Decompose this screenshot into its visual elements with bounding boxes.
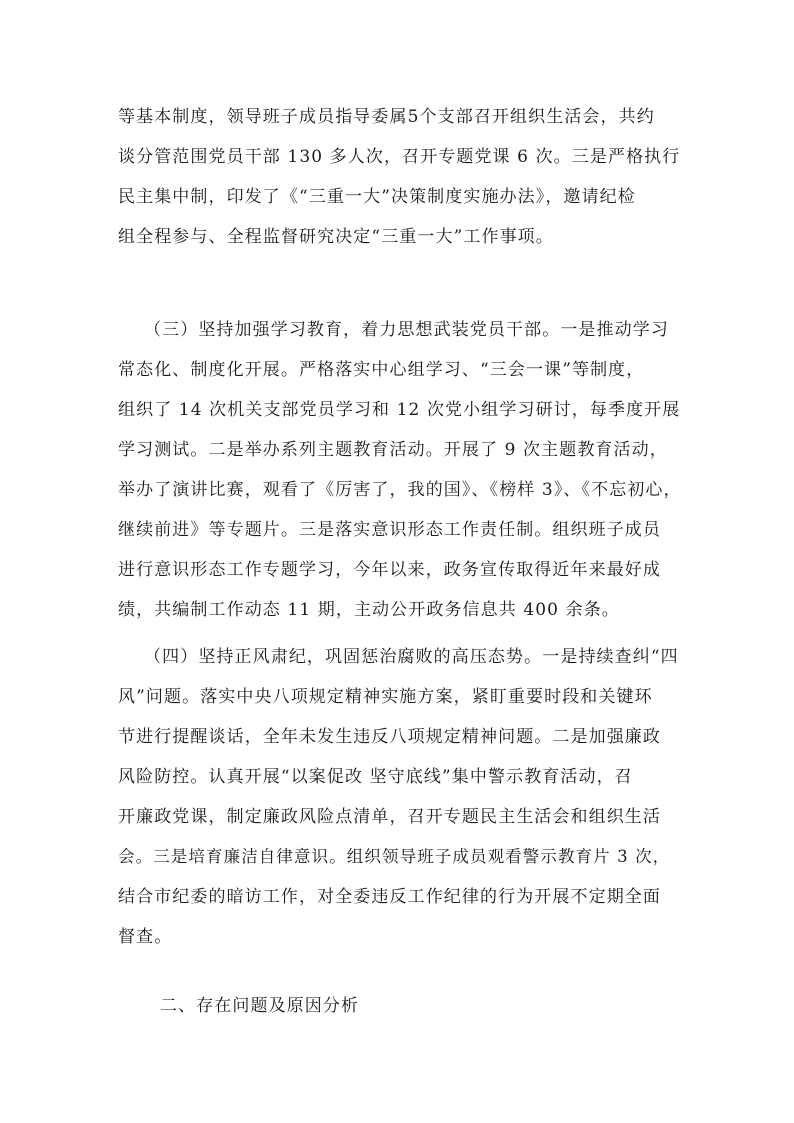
text-line: 学习测试。二是举办系列主题教育活动。开展了 9 次主题教育活动， <box>118 440 668 460</box>
text-line: 督查。 <box>118 927 173 947</box>
paragraph-study-education <box>118 310 684 630</box>
text-line: 谈分管范围党员干部 130 多人次，召开专题党课 6 次。三是严格执行 <box>118 147 681 167</box>
text-line: 等基本制度，领导班子成员指导委属5个支部召开组织生活会，共约 <box>118 107 655 127</box>
text-line: 结合市纪委的暗访工作，对全委违反工作纪律的行为开展不定期全面 <box>118 887 661 907</box>
text-line: 风险防控。认真开展“以案促改 坚守底线”集中警示教育活动，召 <box>118 767 633 787</box>
text-line: 继续前进》等专题片。三是落实意识形态工作责任制。组织班子成员 <box>118 520 661 540</box>
paragraph-discipline <box>118 637 684 957</box>
text-line: 开廉政党课，制定廉政风险点清单，召开专题民主生活会和组织生活 <box>118 807 661 827</box>
text-line: （三）坚持加强学习教育，着力思想武装党员干部。一是推动学习 <box>118 320 669 340</box>
text-line: 常态化、制度化开展。严格落实中心组学习、“三会一课”等制度， <box>118 360 645 380</box>
text-line: 风”问题。落实中央八项规定精神实施方案，紧盯重要时段和关键环 <box>118 687 653 707</box>
paragraph-basic-systems <box>118 97 684 257</box>
text-line: 举办了演讲比赛，观看了《厉害了，我的国》、《榜样 3》、《不忘初心， <box>118 480 682 500</box>
text-line: （四）坚持正风肃纪，巩固惩治腐败的高压态势。一是持续查纠“四 <box>118 647 679 667</box>
text-line: 会。三是培育廉洁自律意识。组织领导班子成员观看警示教育片 3 次， <box>118 847 671 866</box>
text-line: 进行意识形态工作专题学习，今年以来，政务宣传取得近年来最好成 <box>118 560 661 580</box>
text-line: 民主集中制，印发了《“三重一大”决策制度实施办法》，邀请纪检 <box>118 187 636 207</box>
text-line: 组织了 14 次机关支部党员学习和 12 次党小组学习研讨，每季度开展 <box>118 400 681 420</box>
text-line: 绩，共编制工作动态 11 期，主动公开政务信息共 400 余条。 <box>118 600 620 620</box>
text-line: 组全程参与、全程监督研究决定“三重一大”工作事项。 <box>118 227 554 247</box>
section-heading: 二、存在问题及原因分析 <box>160 996 360 1016</box>
text-line: 节进行提醒谈话，全年未发生违反八项规定精神问题。二是加强廉政 <box>118 727 661 747</box>
